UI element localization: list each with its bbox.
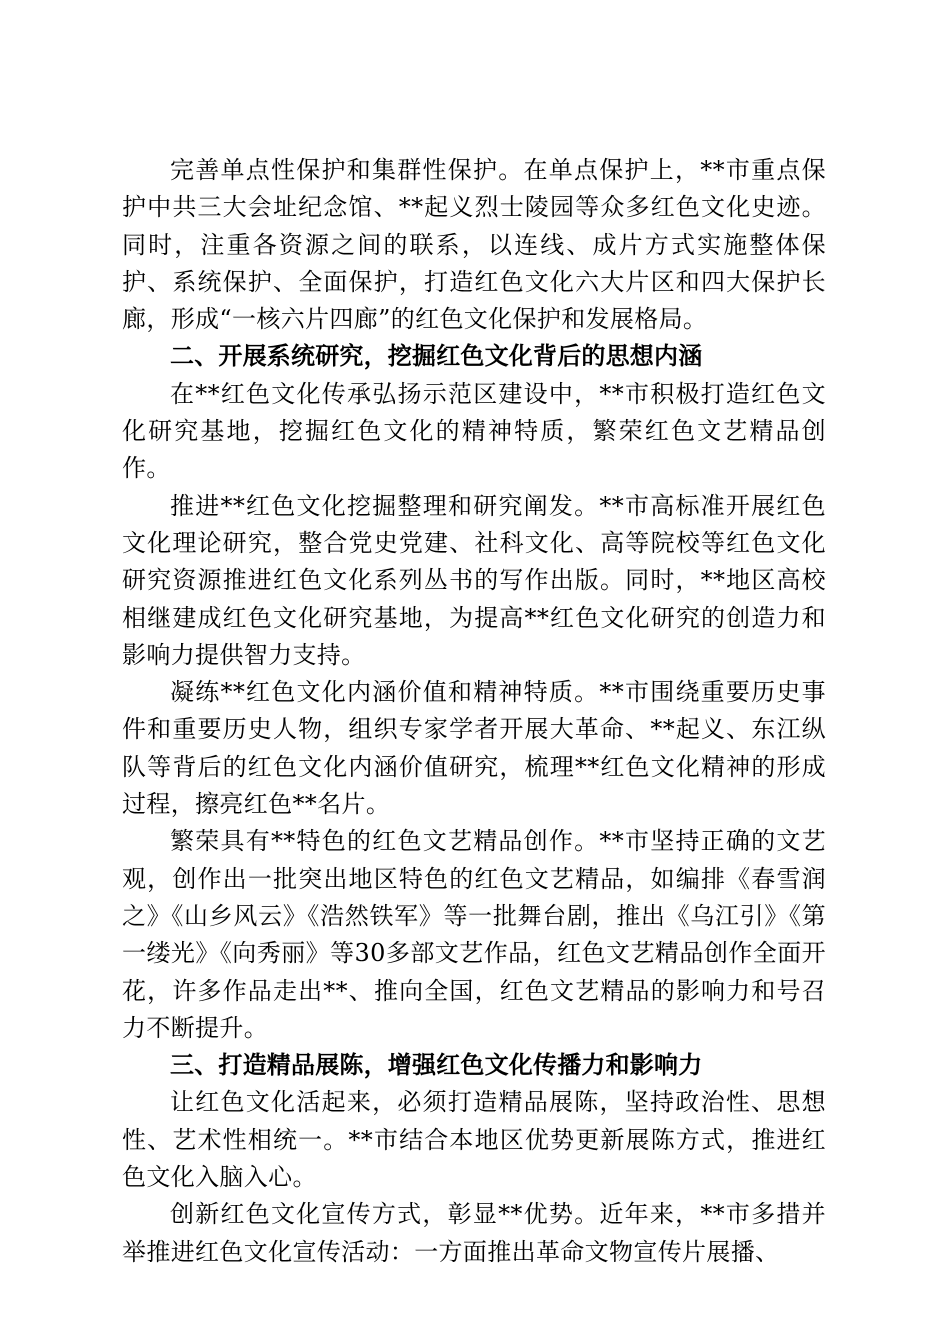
paragraph-protection: 完善单点性保护和集群性保护。在单点保护上，**市重点保护中共三大会址纪念馆、**起义烈士陵园等众多红色文化史迹。同时，注重各资源之间的联系，以连线、成片方式实施整体保护、系统保护、全面保护，打造红色文化六大片区和四大保护长廊，形成“一核六片四廊”的红色文化保护和发展格局。 (122, 156, 826, 334)
section-heading-3: 三、打造精品展陈，增强红色文化传播力和影响力 (170, 1051, 703, 1080)
section-heading-2: 二、开展系统研究，挖掘红色文化背后的思想内涵 (170, 342, 703, 371)
document-page (122, 152, 826, 1271)
paragraph-research-theory: 推进**红色文化挖掘整理和研究阐发。**市高标准开展红色文化理论研究，整合党史党建、社科文化、高等院校等红色文化研究资源推进红色文化系列丛书的写作出版。同时，**地区高校相继建成红色文化研究基地，为提高**红色文化研究的创造力和影响力提供智力支持。 (122, 491, 826, 669)
paragraph-exhibition-intro: 让红色文化活起来，必须打造精品展陈，坚持政治性、思想性、艺术性相统一。**市结合本地区优势更新展陈方式，推进红色文化入脑入心。 (122, 1088, 826, 1192)
paragraph-spirit: 凝练**红色文化内涵价值和精神特质。**市围绕重要历史事件和重要历史人物，组织专家学者开展大革命、**起义、东江纵队等背后的红色文化内涵价值研究，梳理**红色文化精神的形成过程，擦亮红色**名片。 (122, 678, 826, 819)
paragraph-art-works: 繁荣具有**特色的红色文艺精品创作。**市坚持正确的文艺观，创作出一批突出地区特色的红色文艺精品，如编排《春雪润之》《山乡风云》《浩然铁军》等一批舞台剧，推出《乌江引》《第一缕光》《向秀丽》等30多部文艺作品，红色文艺精品创作全面开花，许多作品走出**、推向全国，红色文艺精品的影响力和号召力不断提升。 (122, 827, 826, 1042)
paragraph-publicity: 创新红色文化宣传方式，彰显**优势。近年来，**市多措并举推进红色文化宣传活动：一方面推出革命文物宣传片展播、 (122, 1200, 826, 1266)
paragraph-research-intro: 在**红色文化传承弘扬示范区建设中，**市积极打造红色文化研究基地，挖掘红色文化的精神特质，繁荣红色文艺精品创作。 (122, 379, 826, 483)
